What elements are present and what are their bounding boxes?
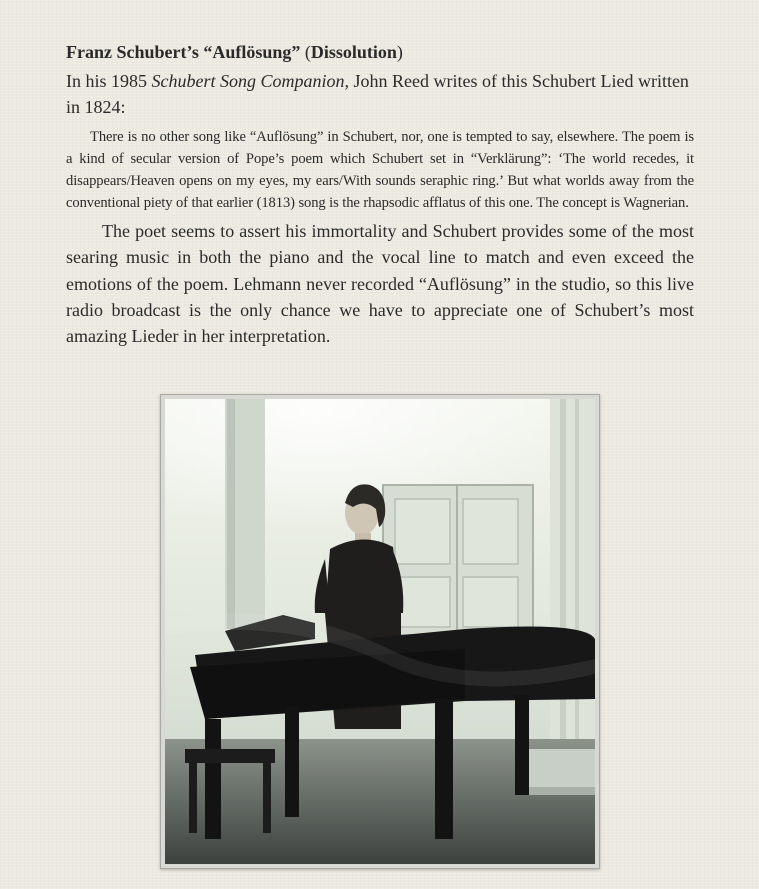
intro-paragraph — [66, 68, 694, 120]
singer-at-grand-piano-photo — [165, 399, 595, 864]
block-quote: There is no other song like “Auflösung” in Schubert, nor, one is tempted to say, elsewhere. The poem is a kind of secular version of Pope’s poem which Schubert set in “Verklärung”: ‘The world recedes, it disappears/Heaven opens on my eyes, my ears/With sounds seraphic ring.’ But what worlds away from the conventional piety of that earlier (1813) song is the rhapsodic afflatus of this one. The concept is Wagnerian. — [66, 129, 694, 211]
heading-paren-open: ( — [304, 42, 311, 62]
section-heading — [66, 40, 694, 64]
photo-frame — [160, 394, 600, 869]
heading-paren-close: ) — [396, 42, 403, 62]
book-title: Schubert Song Companion, — [151, 71, 349, 91]
intro-text-before: In his 1985 — [66, 71, 152, 91]
heading-subtitle: Dissolution — [310, 42, 397, 62]
document-page — [66, 40, 694, 349]
photo-illustration — [165, 399, 595, 864]
intro-text-after: John Reed writes of this Schubert Lied written in 1824: — [66, 71, 689, 117]
heading-title: Franz Schubert’s “Auflösung” — [66, 42, 301, 62]
body-paragraph: The poet seems to assert his immortality and Schubert provides some of the most searing music in both the piano and the vocal line to match and even exceed the emotions of the poem. Lehmann never recorded “Auflösung” in the studio, so this live radio broadcast is the only chance we have to appreciate one of Schubert’s most amazing Lieder in her interpretation. — [66, 221, 694, 347]
